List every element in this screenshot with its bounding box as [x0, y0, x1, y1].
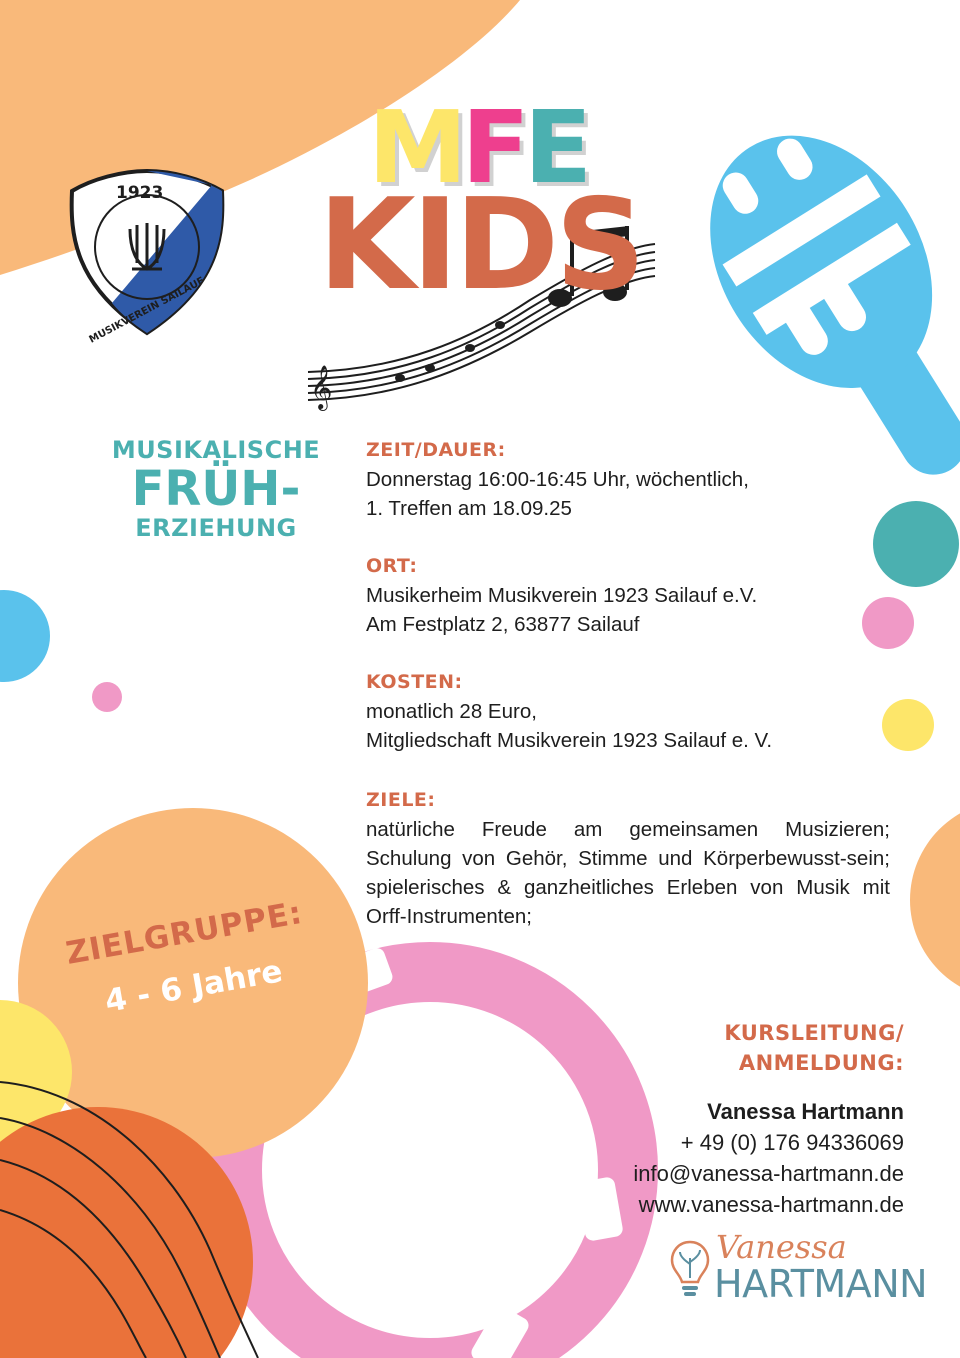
- info-zeit: [366, 436, 890, 523]
- contact-name: Vanessa Hartmann: [707, 1099, 904, 1124]
- zielgruppe-value: 4 - 6 Jahre: [102, 953, 286, 1020]
- program-title-line1: MUSIKALISCHE: [111, 436, 321, 464]
- contact-heading-1: KURSLEITUNG/: [724, 1021, 904, 1045]
- mfe-letter-f: F: [461, 89, 524, 206]
- kosten-line2: Mitgliedschaft Musikverein 1923 Sailauf e. V.: [366, 729, 773, 752]
- mfe-letter-e: E: [523, 89, 587, 206]
- ort-line2: Am Festplatz 2, 63877 Sailauf: [366, 613, 640, 636]
- info-ort: [366, 552, 890, 639]
- vanessa-hartmann-logo: [666, 1228, 928, 1308]
- brand-script: Vanessa: [716, 1228, 847, 1266]
- brand-name: HARTMANN: [714, 1262, 928, 1306]
- zeit-line1: Donnerstag 16:00-16:45 Uhr, wöchentlich,: [366, 468, 749, 491]
- contact-heading-2: ANMELDUNG:: [738, 1051, 904, 1075]
- ziele-heading: ZIELE:: [366, 789, 436, 811]
- pink-left-dot: [92, 682, 122, 712]
- program-title-line3: ERZIEHUNG: [135, 514, 297, 543]
- zielgruppe-label: ZIELGRUPPE:: [63, 894, 306, 972]
- kids-title: KIDS: [318, 171, 642, 318]
- blue-left-circle: [0, 590, 50, 682]
- info-kosten: [366, 668, 890, 755]
- logo-ring-text: MUSIKVEREIN SAILAUF: [87, 275, 207, 346]
- contact-web: www.vanessa-hartmann.de: [638, 1192, 904, 1217]
- mfe-letter-m: M: [368, 89, 462, 206]
- ziele-text: natürliche Freude am gemeinsamen Musizieren; Schulung von Gehör, Stimme und Körperbewusst-sein; spielerisches & ganzheitliches Erleben von Musik mit Orff-Instrumenten;: [366, 818, 890, 928]
- svg-text:𝄞: 𝄞: [310, 365, 333, 409]
- kosten-heading: KOSTEN:: [366, 671, 463, 693]
- musikverein-logo: [62, 165, 232, 346]
- program-title-line2: FRÜH-: [131, 461, 301, 517]
- lightbulb-icon: [666, 1234, 714, 1304]
- info-ziele: [366, 786, 890, 931]
- program-title: [100, 436, 332, 542]
- zeit-heading: ZEIT/DAUER:: [366, 439, 506, 461]
- logo-year: 1923: [116, 183, 164, 203]
- contact-block: [633, 1018, 904, 1220]
- zeit-line2: 1. Treffen am 18.09.25: [366, 497, 572, 520]
- ort-heading: ORT:: [366, 555, 418, 577]
- contact-email: info@vanessa-hartmann.de: [633, 1161, 904, 1186]
- ort-line1: Musikerheim Musikverein 1923 Sailauf e.V.: [366, 584, 758, 607]
- orange-right-circle: [910, 800, 960, 1000]
- kosten-line1: monatlich 28 Euro,: [366, 700, 537, 723]
- contact-phone: + 49 (0) 176 94336069: [680, 1130, 904, 1155]
